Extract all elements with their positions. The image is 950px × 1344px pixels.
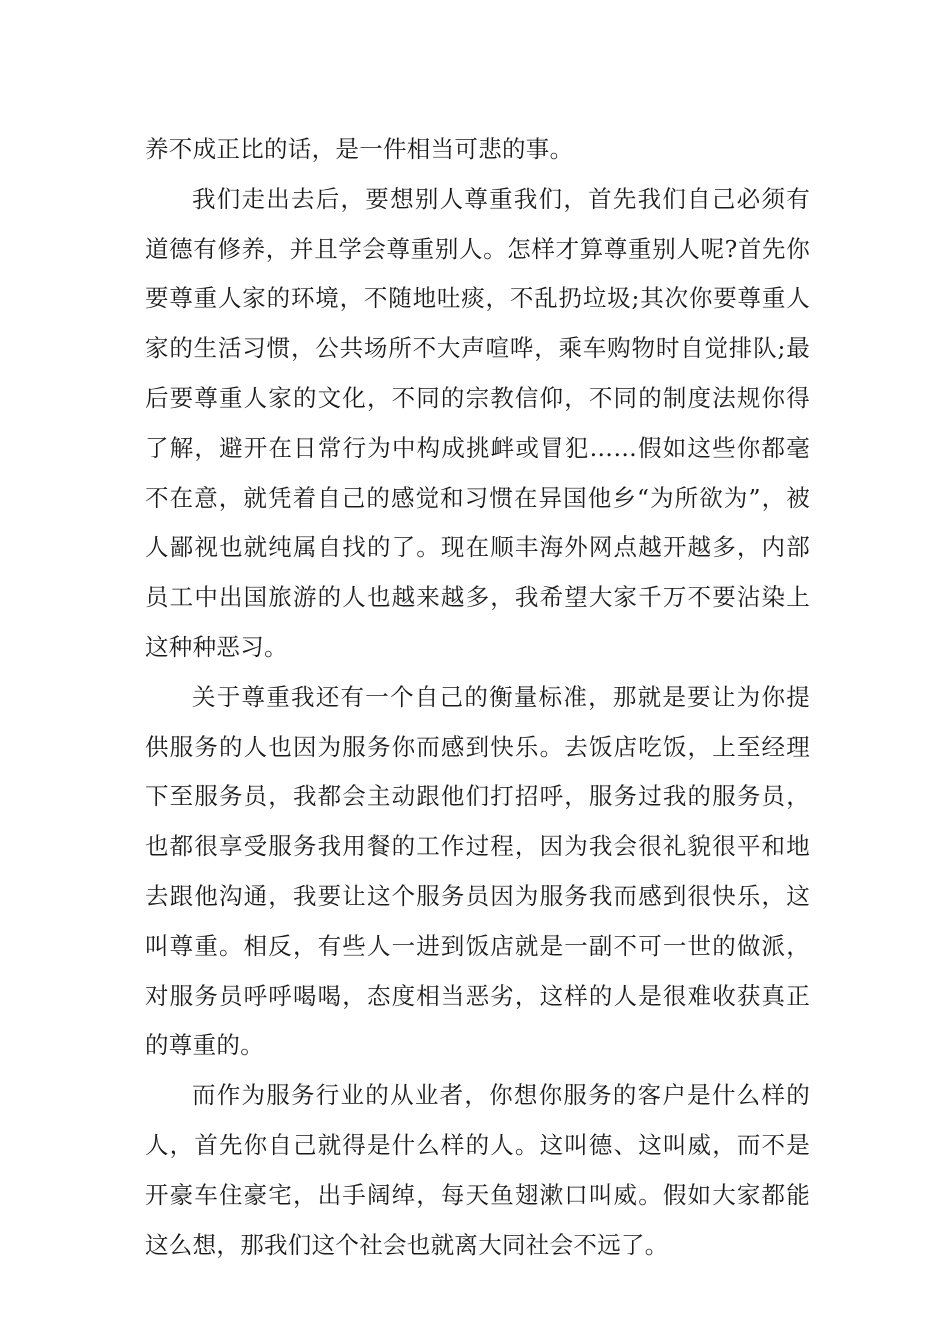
paragraph-respect-abroad: 我们走出去后，要想别人尊重我们，首先我们自己必须有道德有修养，并且学会尊重别人。怎样才算尊重别人呢?首先你要尊重人家的环境，不随地吐痰，不乱扔垃圾;其次你要尊重人家的生活习惯，公共场所不大声喧哗，乘车购物时自觉排队;最后要尊重人家的文化，不同的宗教信仰，不同的制度法规你得了解，避开在日常行为中构成挑衅或冒犯……假如这些你都毫不在意，就凭着自己的感觉和习惯在异国他乡“为所欲为”，被人鄙视也就纯属自找的了。现在顺丰海外网点越开越多，内部员工中出国旅游的人也越来越多，我希望大家千万不要沾染上这种种恶习。 [145,184,810,661]
paragraph-respect-standard: 关于尊重我还有一个自己的衡量标准，那就是要让为你提供服务的人也因为服务你而感到快乐。去饭店吃饭，上至经理下至服务员，我都会主动跟他们打招呼，服务过我的服务员，也都很享受服务我用餐的工作过程，因为我会很礼貌很平和地去跟他沟通，我要让这个服务员因为服务我而感到很快乐，这叫尊重。相反，有些人一进到饭店就是一副不可一世的做派，对服务员呼呼喝喝，态度相当恶劣，这样的人是很难收获真正的尊重的。 [145,682,810,1060]
paragraph-continued: 养不成正比的话，是一件相当可悲的事。 [145,135,574,163]
paragraph-service-industry: 而作为服务行业的从业者，你想你服务的客户是什么样的人，首先你自己就得是什么样的人。这叫德、这叫威，而不是开豪车住豪宅，出手阔绰，每天鱼翅漱口叫威。假如大家都能这么想，那我们这个社会也就离大同社会不远了。 [145,1081,810,1259]
document-body [145,125,810,1270]
